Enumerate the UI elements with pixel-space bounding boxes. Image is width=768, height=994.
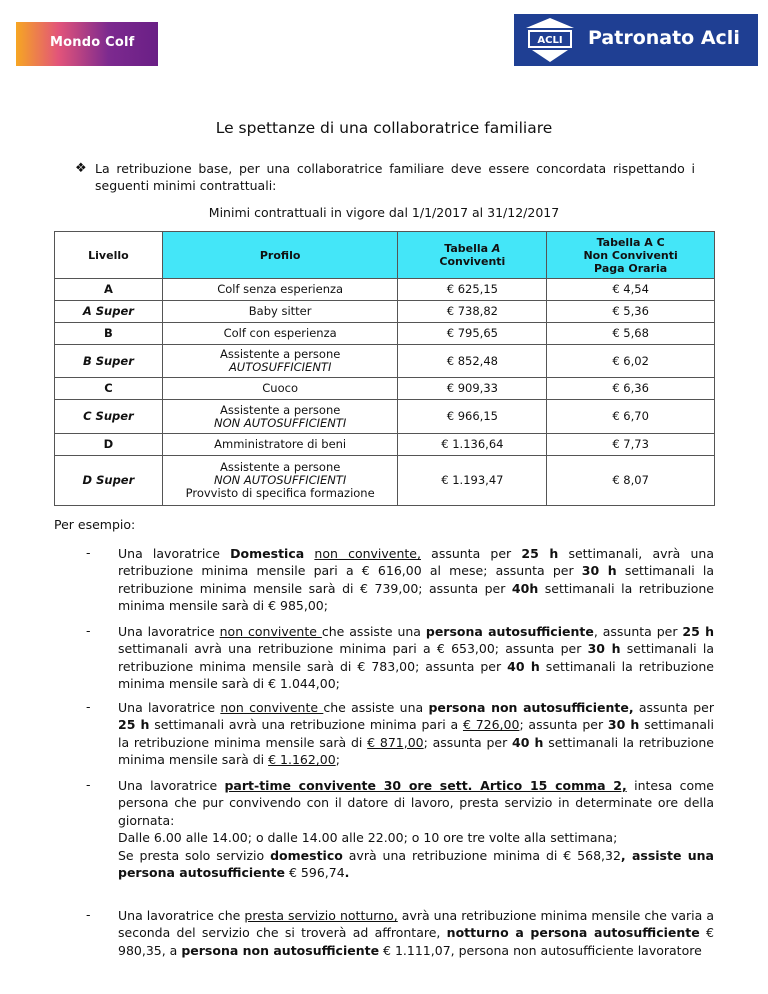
- diamond-bullet-icon: ❖: [75, 161, 87, 176]
- page-title: Le spettanze di una collaboratrice familiare: [215, 119, 553, 137]
- cell-profilo: Colf senza esperienza: [162, 279, 398, 301]
- cell-livello: C: [55, 378, 163, 400]
- cell-livello: A: [55, 279, 163, 301]
- cell-conviventi: € 966,15: [398, 400, 547, 434]
- profilo-line: Assistente a persone: [219, 402, 341, 417]
- cell-non-conviventi: € 5,36: [547, 301, 715, 323]
- acli-emblem-icon: [522, 16, 578, 64]
- wage-table: [54, 231, 715, 506]
- cell-profilo: [162, 400, 398, 434]
- profilo-line: NON AUTOSUFFICIENTI: [213, 415, 347, 430]
- example-4: Una lavoratrice part-time convivente 30 ore sett. Artico 15 comma 2, intesa come persona che pur convivendo con il datore di lavoro, presta servizio in determinate ore della giornata: Dalle 6.00 alle 14.00; o dalle 14.00 alle 22.00; o 10 ore tre volte alla settimana; Se presta solo servizio domestico avrà una retribuzione minima di € 568,32, assiste una persona autosufficiente € 596,74.: [118, 778, 714, 881]
- cell-non-conviventi: € 6,36: [547, 378, 715, 400]
- dash-bullet: -: [86, 907, 91, 922]
- header-tabella-a: Tabella A Conviventi: [398, 232, 547, 279]
- cell-livello: D: [55, 434, 163, 456]
- example-2: Una lavoratrice non convivente che assiste una persona autosufficiente, assunta per 25 h settimanali avrà una retribuzione minima pari a € 653,00; assunta per 30 h settimanali la retribuzione minima mensile sarà di € 783,00; assunta per 40 h settimanali la retribuzione minima mensile sarà di € 1.044,00;: [118, 624, 714, 692]
- table-row: [55, 400, 715, 434]
- cell-non-conviventi: € 7,73: [547, 434, 715, 456]
- cell-profilo: Amministratore di beni: [162, 434, 398, 456]
- cell-conviventi: € 909,33: [398, 378, 547, 400]
- cell-non-conviventi: € 8,07: [547, 456, 715, 506]
- profilo-line: Provvisto di specifica formazione: [185, 486, 375, 500]
- mondo-colf-logo: [16, 22, 158, 66]
- example-3: Una lavoratrice non convivente che assiste una persona non autosufficiente, assunta per 25 h settimanali avrà una retribuzione minima pari a € 726,00; assunta per 30 h settimanali la retribuzione minima mensile sarà di € 871,00; assunta per 40 h settimanali la retribuzione minima mensile sarà di € 1.162,00;: [118, 700, 715, 768]
- table-row: [55, 378, 715, 400]
- table-row: [55, 434, 715, 456]
- cell-non-conviventi: € 6,70: [547, 400, 715, 434]
- cell-profilo: Cuoco: [162, 378, 398, 400]
- dash-bullet: -: [86, 777, 91, 792]
- dash-bullet: -: [86, 699, 91, 714]
- table-header-row: [55, 232, 715, 279]
- cell-conviventi: € 1.136,64: [398, 434, 547, 456]
- cell-livello: B Super: [55, 345, 163, 378]
- table-row: [55, 279, 715, 301]
- header-livello: Livello: [55, 232, 163, 279]
- examples-label: Per esempio:: [54, 517, 136, 532]
- cell-non-conviventi: € 4,54: [547, 279, 715, 301]
- cell-profilo: Baby sitter: [162, 301, 398, 323]
- mondo-colf-logo-text: Mondo Colf: [50, 35, 135, 50]
- cell-profilo: Colf con esperienza: [162, 323, 398, 345]
- cell-conviventi: € 738,82: [398, 301, 547, 323]
- profilo-line: AUTOSUFFICIENTI: [228, 360, 332, 374]
- table-row: [55, 301, 715, 323]
- patronato-acli-text: Patronato Acli: [588, 27, 740, 49]
- table-row: [55, 345, 715, 378]
- header-profilo: Profilo: [162, 232, 398, 279]
- cell-conviventi: € 625,15: [398, 279, 547, 301]
- example-5: Una lavoratrice che presta servizio notturno, avrà una retribuzione minima mensile che varia a seconda del servizio che si troverà ad affrontare, notturno a persona autosufficiente € 980,35, a persona non autosufficiente € 1.111,07, persona non autosufficiente lavoratore: [118, 908, 714, 958]
- cell-livello: A Super: [55, 301, 163, 323]
- emblem-text: ACLI: [537, 35, 563, 46]
- example-1: Una lavoratrice Domestica non convivente, assunta per 25 h settimanali, avrà una retribuzione minima mensile pari a € 616,00 al mese; assunta per 30 h settimanali la retribuzione minima mensile sarà di € 739,00; assunta per 40h settimanali la retribuzione minima mensile sarà di € 985,00;: [118, 546, 715, 614]
- cell-conviventi: € 795,65: [398, 323, 547, 345]
- profilo-line: NON AUTOSUFFICIENTI: [213, 473, 347, 487]
- cell-profilo: [162, 345, 398, 378]
- profilo-line: Assistente a persone: [219, 460, 341, 474]
- table-caption: Minimi contrattuali in vigore dal 1/1/2017 al 31/12/2017: [208, 205, 560, 220]
- cell-non-conviventi: € 5,68: [547, 323, 715, 345]
- cell-livello: C Super: [55, 400, 163, 434]
- intro-text: La retribuzione base, per una collaboratrice familiare deve essere concordata rispettando i seguenti minimi contrattuali:: [95, 161, 695, 193]
- cell-conviventi: € 852,48: [398, 345, 547, 378]
- dash-bullet: -: [86, 545, 91, 560]
- cell-profilo: [162, 456, 398, 506]
- table-row: [55, 456, 715, 506]
- cell-livello: B: [55, 323, 163, 345]
- patronato-acli-logo: [514, 14, 758, 66]
- dash-bullet: -: [86, 623, 91, 638]
- table-row: [55, 323, 715, 345]
- cell-livello: D Super: [55, 456, 163, 506]
- header-tabella-ac: Tabella A C Non Conviventi Paga Oraria: [547, 232, 715, 279]
- profilo-line: Assistente a persone: [219, 347, 341, 361]
- cell-conviventi: € 1.193,47: [398, 456, 547, 506]
- cell-non-conviventi: € 6,02: [547, 345, 715, 378]
